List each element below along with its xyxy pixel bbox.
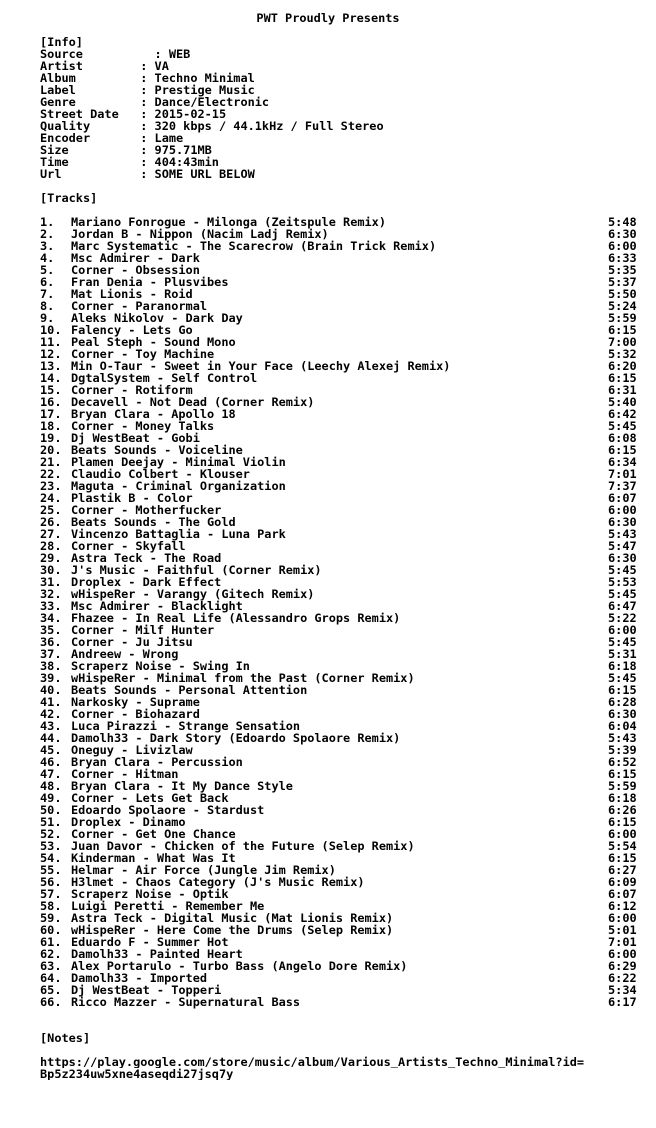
notes-heading: [Notes] xyxy=(40,1031,91,1045)
track-title: Droplex - Dinamo xyxy=(71,815,186,829)
track-number: 44. xyxy=(40,731,62,745)
track-title: DgtalSystem - Self Control xyxy=(71,371,258,385)
track-title: Dj WestBeat - Gobi xyxy=(71,431,200,445)
track-number: 36. xyxy=(40,635,62,649)
track-title: Corner - Motherfucker xyxy=(71,503,222,517)
track-duration: 5:31 xyxy=(608,647,637,661)
track-number: 7. xyxy=(40,287,55,301)
track-duration: 5:43 xyxy=(608,527,637,541)
track-title: Fhazee - In Real Life (Alessandro Grops Remix) xyxy=(71,611,401,625)
track-number: 60. xyxy=(40,923,62,937)
track-duration: 6:15 xyxy=(608,683,637,697)
track-title: J's Music - Faithful (Corner Remix) xyxy=(71,563,322,577)
track-duration: 6:15 xyxy=(608,323,637,337)
notes-url-line-1: https://play.google.com/store/music/album/Various_Artists_Techno_Minimal?id= xyxy=(40,1056,585,1068)
track-number: 64. xyxy=(40,971,62,985)
track-duration: 5:34 xyxy=(608,983,637,997)
track-number: 43. xyxy=(40,719,62,733)
track-duration: 6:07 xyxy=(608,887,637,901)
track-number: 35. xyxy=(40,623,62,637)
track-title: Kinderman - What Was It xyxy=(71,851,236,865)
track-title: Luigi Peretti - Remember Me xyxy=(71,899,265,913)
track-title: Bryan Clara - Percussion xyxy=(71,755,243,769)
info-heading: [Info] xyxy=(40,35,83,49)
track-title: Damolh33 - Dark Story (Edoardo Spolaore Remix) xyxy=(71,731,401,745)
track-duration: 6:18 xyxy=(608,791,637,805)
track-duration: 6:26 xyxy=(608,803,637,817)
track-number: 39. xyxy=(40,671,62,685)
track-title: Plamen Deejay - Minimal Violin xyxy=(71,455,286,469)
track-number: 56. xyxy=(40,875,62,889)
track-number: 6. xyxy=(40,275,55,289)
track-number: 51. xyxy=(40,815,62,829)
track-duration: 5:37 xyxy=(608,275,637,289)
track-duration: 6:15 xyxy=(608,767,637,781)
track-duration: 6:30 xyxy=(608,551,637,565)
track-number: 47. xyxy=(40,767,62,781)
track-title: Bryan Clara - It My Dance Style xyxy=(71,779,293,793)
track-title: Fran Denia - Plusvibes xyxy=(71,275,229,289)
track-title: Damolh33 - Painted Heart xyxy=(71,947,243,961)
track-duration: 5:53 xyxy=(608,575,637,589)
track-title: Narkosky - Suprame xyxy=(71,695,200,709)
track-title: Droplex - Dark Effect xyxy=(71,575,222,589)
track-title: Corner - Hitman xyxy=(71,767,179,781)
track-title: Peal Steph - Sound Mono xyxy=(71,335,236,349)
track-duration: 6:31 xyxy=(608,383,637,397)
track-number: 62. xyxy=(40,947,62,961)
info-artist: Artist : VA xyxy=(40,59,169,73)
track-duration: 6:28 xyxy=(608,695,637,709)
track-duration: 5:45 xyxy=(608,587,637,601)
track-title: wHispeRer - Here Come the Drums (Selep Remix) xyxy=(71,923,394,937)
info-url: Url : SOME URL BELOW xyxy=(40,167,255,181)
track-duration: 5:01 xyxy=(608,923,637,937)
track-number: 3. xyxy=(40,239,55,253)
track-number: 48. xyxy=(40,779,62,793)
track-duration: 6:00 xyxy=(608,947,637,961)
track-number: 37. xyxy=(40,647,62,661)
track-duration: 5:45 xyxy=(608,563,637,577)
track-title: Beats Sounds - Voiceline xyxy=(71,443,243,457)
track-number: 42. xyxy=(40,707,62,721)
info-time: Time : 404:43min xyxy=(40,155,219,169)
track-number: 8. xyxy=(40,299,55,313)
track-title: Corner - Milf Hunter xyxy=(71,623,215,637)
track-number: 50. xyxy=(40,803,62,817)
track-title: Mariano Fonrogue - Milonga (Zeitspule Remix) xyxy=(71,215,386,229)
track-number: 4. xyxy=(40,251,55,265)
track-number: 10. xyxy=(40,323,62,337)
track-number: 29. xyxy=(40,551,62,565)
track-title: Corner - Toy Machine xyxy=(71,347,215,361)
track-title: Juan Davor - Chicken of the Future (Selep Remix) xyxy=(71,839,415,853)
track-duration: 7:37 xyxy=(608,479,637,493)
track-number: 38. xyxy=(40,659,62,673)
track-duration: 5:54 xyxy=(608,839,637,853)
track-number: 1. xyxy=(40,215,55,229)
track-title: Damolh33 - Imported xyxy=(71,971,208,985)
info-street-date: Street Date : 2015-02-15 xyxy=(40,107,227,121)
track-number: 57. xyxy=(40,887,62,901)
track-duration: 7:01 xyxy=(608,467,637,481)
track-number: 63. xyxy=(40,959,62,973)
track-title: Jordan B - Nippon (Nacim Ladj Remix) xyxy=(71,227,329,241)
track-duration: 6:04 xyxy=(608,719,637,733)
track-duration: 6:47 xyxy=(608,599,637,613)
track-number: 19. xyxy=(40,431,62,445)
track-title: Corner - Paranormal xyxy=(71,299,208,313)
track-title: Corner - Rotiform xyxy=(71,383,193,397)
track-duration: 6:00 xyxy=(608,503,637,517)
track-duration: 5:22 xyxy=(608,611,637,625)
track-number: 32. xyxy=(40,587,62,601)
track-duration: 6:00 xyxy=(608,827,637,841)
track-duration: 6:15 xyxy=(608,371,637,385)
track-title: Msc Admirer - Blacklight xyxy=(71,599,243,613)
track-duration: 6:15 xyxy=(608,443,637,457)
track-number: 16. xyxy=(40,395,62,409)
track-number: 34. xyxy=(40,611,62,625)
page-header: PWT Proudly Presents xyxy=(256,11,400,25)
track-duration: 5:39 xyxy=(608,743,637,757)
track-number: 55. xyxy=(40,863,62,877)
track-duration: 5:45 xyxy=(608,635,637,649)
track-number: 15. xyxy=(40,383,62,397)
track-duration: 6:18 xyxy=(608,659,637,673)
track-number: 18. xyxy=(40,419,62,433)
track-title: Scraperz Noise - Swing In xyxy=(71,659,250,673)
info-size: Size : 975.71MB xyxy=(40,143,212,157)
track-number: 20. xyxy=(40,443,62,457)
info-label: Label : Prestige Music xyxy=(40,83,255,97)
info-encoder: Encoder : Lame xyxy=(40,131,184,145)
track-duration: 6:00 xyxy=(608,911,637,925)
track-title: Min O-Taur - Sweet in Your Face (Leechy Alexej Remix) xyxy=(71,359,451,373)
track-title: Astra Teck - The Road xyxy=(71,551,222,565)
track-duration: 5:45 xyxy=(608,671,637,685)
track-duration: 6:30 xyxy=(608,707,637,721)
info-album: Album : Techno Minimal xyxy=(40,71,255,85)
track-number: 21. xyxy=(40,455,62,469)
track-title: Beats Sounds - Personal Attention xyxy=(71,683,308,697)
track-title: Bryan Clara - Apollo 18 xyxy=(71,407,236,421)
track-title: Maguta - Criminal Organization xyxy=(71,479,286,493)
track-duration: 5:59 xyxy=(608,779,637,793)
track-title: Decavell - Not Dead (Corner Remix) xyxy=(71,395,315,409)
track-duration: 5:48 xyxy=(608,215,637,229)
tracks-heading: [Tracks] xyxy=(40,191,98,205)
track-title: Vincenzo Battaglia - Luna Park xyxy=(71,527,286,541)
track-duration: 7:00 xyxy=(608,335,637,349)
track-title: Andreew - Wrong xyxy=(71,647,179,661)
track-number: 13. xyxy=(40,359,62,373)
track-title: Corner - Skyfall xyxy=(71,539,186,553)
track-number: 30. xyxy=(40,563,62,577)
track-number: 40. xyxy=(40,683,62,697)
track-number: 5. xyxy=(40,263,55,277)
track-duration: 5:35 xyxy=(608,263,637,277)
track-title: Beats Sounds - The Gold xyxy=(71,515,236,529)
track-number: 31. xyxy=(40,575,62,589)
track-title: Oneguy - Livizlaw xyxy=(71,743,193,757)
track-title: Ricco Mazzer - Supernatural Bass xyxy=(71,995,301,1009)
track-title: Astra Teck - Digital Music (Mat Lionis Remix) xyxy=(71,911,394,925)
track-number: 12. xyxy=(40,347,62,361)
track-duration: 5:59 xyxy=(608,311,637,325)
track-duration: 6:00 xyxy=(608,239,637,253)
info-genre: Genre : Dance/Electronic xyxy=(40,95,270,109)
track-title: Edoardo Spolaore - Stardust xyxy=(71,803,265,817)
track-duration: 6:29 xyxy=(608,959,637,973)
track-number: 27. xyxy=(40,527,62,541)
track-number: 65. xyxy=(40,983,62,997)
track-number: 41. xyxy=(40,695,62,709)
track-number: 53. xyxy=(40,839,62,853)
track-number: 2. xyxy=(40,227,55,241)
track-title: Alex Portarulo - Turbo Bass (Angelo Dore Remix) xyxy=(71,959,408,973)
track-number: 17. xyxy=(40,407,62,421)
info-source: Source : WEB xyxy=(40,47,191,61)
track-duration: 5:43 xyxy=(608,731,637,745)
track-title: Claudio Colbert - Klouser xyxy=(71,467,250,481)
track-duration: 5:32 xyxy=(608,347,637,361)
track-title: Corner - Money Talks xyxy=(71,419,215,433)
track-number: 11. xyxy=(40,335,62,349)
track-duration: 6:17 xyxy=(608,995,637,1009)
track-number: 33. xyxy=(40,599,62,613)
track-number: 66. xyxy=(40,995,62,1009)
track-duration: 6:20 xyxy=(608,359,637,373)
track-title: Corner - Lets Get Back xyxy=(71,791,229,805)
track-duration: 6:07 xyxy=(608,491,637,505)
track-title: Corner - Get One Chance xyxy=(71,827,236,841)
track-duration: 6:34 xyxy=(608,455,637,469)
track-title: Dj WestBeat - Topperi xyxy=(71,983,222,997)
track-duration: 5:45 xyxy=(608,419,637,433)
track-duration: 6:27 xyxy=(608,863,637,877)
track-duration: 6:52 xyxy=(608,755,637,769)
info-quality: Quality : 320 kbps / 44.1kHz / Full Stereo xyxy=(40,119,384,133)
track-title: Msc Admirer - Dark xyxy=(71,251,200,265)
track-number: 45. xyxy=(40,743,62,757)
track-duration: 6:42 xyxy=(608,407,637,421)
track-number: 49. xyxy=(40,791,62,805)
track-title: Falency - Lets Go xyxy=(71,323,193,337)
track-duration: 6:15 xyxy=(608,851,637,865)
track-title: wHispeRer - Minimal from the Past (Corner Remix) xyxy=(71,671,415,685)
track-number: 46. xyxy=(40,755,62,769)
track-number: 24. xyxy=(40,491,62,505)
track-title: Corner - Ju Jitsu xyxy=(71,635,193,649)
track-title: Marc Systematic - The Scarecrow (Brain Trick Remix) xyxy=(71,239,437,253)
track-title: H3lmet - Chaos Category (J's Music Remix) xyxy=(71,875,365,889)
track-number: 23. xyxy=(40,479,62,493)
track-title: Helmar - Air Force (Jungle Jim Remix) xyxy=(71,863,336,877)
track-number: 22. xyxy=(40,467,62,481)
track-duration: 6:30 xyxy=(608,515,637,529)
track-duration: 6:00 xyxy=(608,623,637,637)
track-duration: 5:24 xyxy=(608,299,637,313)
track-title: Aleks Nikolov - Dark Day xyxy=(71,311,243,325)
track-number: 58. xyxy=(40,899,62,913)
track-number: 61. xyxy=(40,935,62,949)
track-duration: 7:01 xyxy=(608,935,637,949)
track-duration: 6:09 xyxy=(608,875,637,889)
track-title: Corner - Biohazard xyxy=(71,707,200,721)
track-duration: 6:08 xyxy=(608,431,637,445)
track-title: Scraperz Noise - Optik xyxy=(71,887,229,901)
track-number: 26. xyxy=(40,515,62,529)
track-duration: 6:15 xyxy=(608,815,637,829)
track-duration: 6:30 xyxy=(608,227,637,241)
track-number: 14. xyxy=(40,371,62,385)
track-duration: 5:50 xyxy=(608,287,637,301)
track-number: 9. xyxy=(40,311,55,325)
track-number: 28. xyxy=(40,539,62,553)
track-duration: 6:12 xyxy=(608,899,637,913)
track-title: Plastik B - Color xyxy=(71,491,193,505)
track-number: 52. xyxy=(40,827,62,841)
track-title: Mat Lionis - Roid xyxy=(71,287,193,301)
track-number: 59. xyxy=(40,911,62,925)
track-duration: 6:33 xyxy=(608,251,637,265)
track-number: 25. xyxy=(40,503,62,517)
track-title: Luca Pirazzi - Strange Sensation xyxy=(71,719,301,733)
track-title: Eduardo F - Summer Hot xyxy=(71,935,229,949)
track-number: 54. xyxy=(40,851,62,865)
track-title: wHispeRer - Varangy (Gitech Remix) xyxy=(71,587,315,601)
track-duration: 5:47 xyxy=(608,539,637,553)
track-duration: 5:40 xyxy=(608,395,637,409)
track-duration: 6:22 xyxy=(608,971,637,985)
notes-url-line-2: Bp5z234uw5xne4aseqdi27jsq7y xyxy=(40,1068,234,1080)
track-title: Corner - Obsession xyxy=(71,263,200,277)
